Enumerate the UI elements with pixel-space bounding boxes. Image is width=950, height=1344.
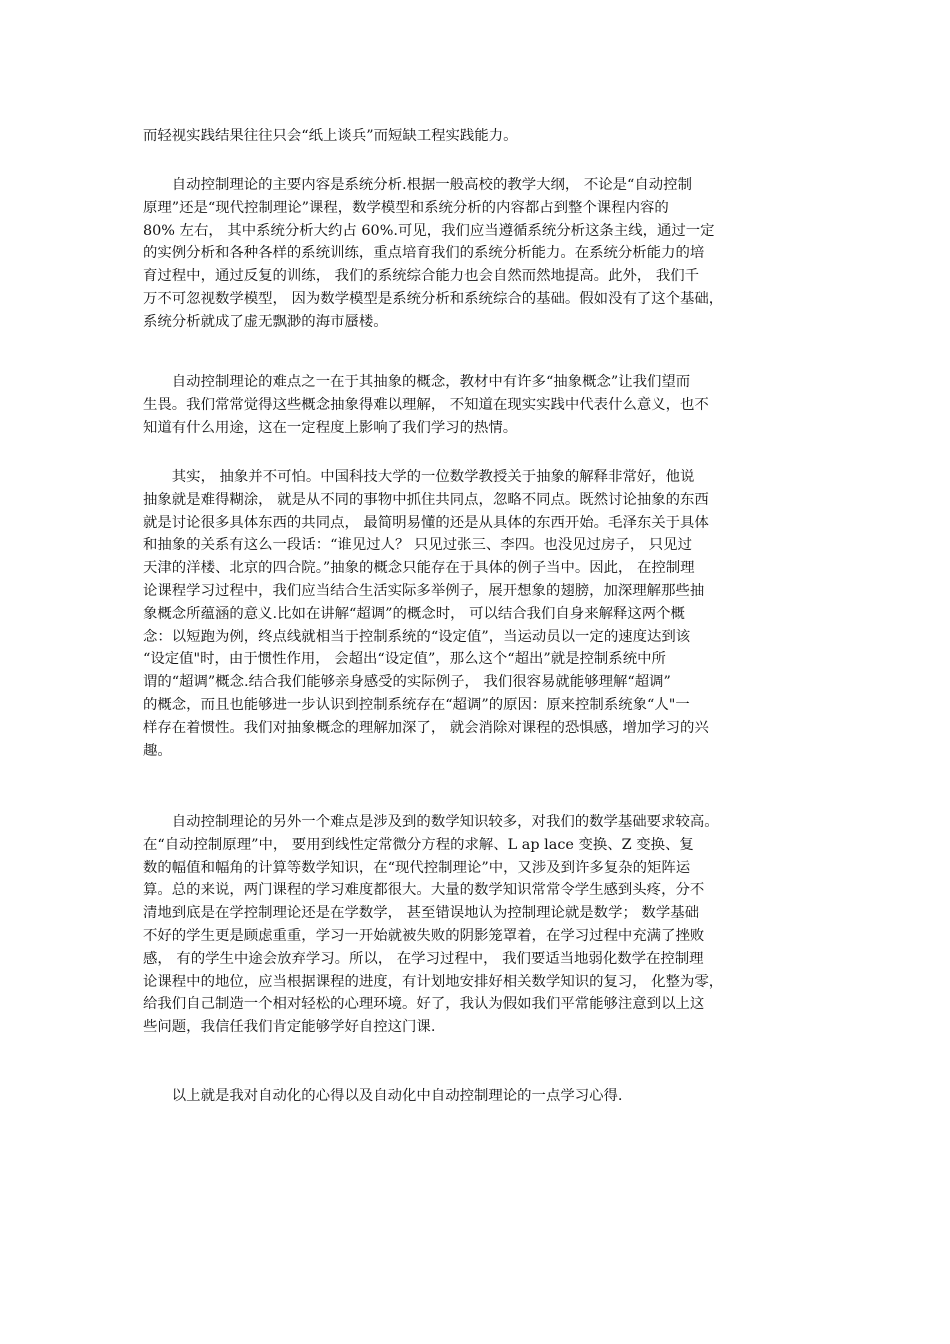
text-line: 80% 左右， 其中系统分析大约占 60%.可见，我们应当遵循系统分析这条主线，通过一定 [143, 222, 715, 239]
text-line: 系统分析就成了虚无飘渺的海市蜃楼。 [143, 313, 388, 330]
text-line: 算。总的来说，两门课程的学习难度都很大。大量的数学知识常常令学生感到头疼，分不 [143, 882, 705, 899]
text-line: “设定值"时，由于惯性作用， 会超出“设定值”，那么这个“超出”就是控制系统中所 [143, 651, 666, 668]
text-line: 念：以短跑为例，终点线就相当于控制系统的“设定值”，当运动员以一定的速度达到该 [143, 628, 691, 645]
text-line: 自动控制理论的主要内容是系统分析.根据一般高校的教学大纲， 不论是“自动控制 [143, 177, 692, 193]
text-line: 感， 有的学生中途会放弃学习。所以， 在学习过程中， 我们要适当地弱化数学在控制理 [143, 950, 704, 967]
paragraph-continuation [143, 125, 815, 148]
paragraph-math-difficulty [143, 811, 815, 1039]
text-line: 自动控制理论的难点之一在于其抽象的概念，教材中有许多“抽象概念”让我们望而 [143, 374, 691, 390]
text-line: 天津的洋楼、北京的四合院。”抽象的概念只能存在于具体的例子当中。因此， 在控制理 [143, 560, 695, 577]
text-line: 生畏。我们常常觉得这些概念抽象得难以理解， 不知道在现实实践中代表什么意义，也不 [143, 396, 709, 413]
text-line: 万不可忽视数学模型， 因为数学模型是系统分析和系统综合的基础。假如没有了这个基础， [143, 290, 724, 307]
text-line: 抽象就是难得糊涂， 就是从不同的事物中抓住共同点，忽略不同点。既然讨论抽象的东西 [143, 491, 709, 508]
text-line: 以上就是我对自动化的心得以及自动化中自动控制理论的一点学习心得. [143, 1088, 623, 1104]
text-line: 论课程中的地位，应当根据课程的进度，有计划地安排好相关数学知识的复习， 化整为零， [143, 973, 724, 990]
text-line: 论课程学习过程中，我们应当结合生活实际多举例子，展开想象的翅膀，加深理解那些抽 [143, 582, 705, 599]
text-line: 数的幅值和幅角的计算等数学知识，在“现代控制理论”中，又涉及到许多复杂的矩阵运 [143, 859, 691, 876]
text-line: 而轻视实践结果往往只会“纸上谈兵”而短缺工程实践能力。 [143, 128, 518, 144]
text-line: 样存在着惯性。我们对抽象概念的理解加深了， 就会消除对课程的恐惧感，增加学习的兴 [143, 719, 709, 736]
text-line: 些问题，我信任我们肯定能够学好自控这门课. [143, 1019, 436, 1036]
text-line: 自动控制理论的另外一个难点是涉及到的数学知识较多，对我们的数学基础要求较高。 [143, 814, 719, 830]
text-line: 象概念所蕴涵的意义.比如在讲解“超调”的概念时， 可以结合我们自身来解释这两个概 [143, 605, 685, 622]
paragraph-abstraction-example [143, 466, 815, 762]
text-line: 谓的“超调”概念.结合我们能够亲身感受的实际例子， 我们很容易就能够理解“超调” [143, 674, 671, 691]
text-line: 的概念，而且也能够进一步认识到控制系统存在“超调”的原因：原来控制系统象“人"一 [143, 696, 690, 713]
text-line: 给我们自己制造一个相对轻松的心理环境。好了，我认为假如我们平常能够注意到以上这 [143, 996, 705, 1013]
paragraph-system-analysis [143, 174, 815, 334]
text-line: 趣。 [143, 742, 172, 759]
paragraph-abstract-difficulty [143, 371, 815, 439]
text-line: 原理”还是“现代控制理论”课程，数学模型和系统分析的内容都占到整个课程内容的 [143, 199, 669, 216]
paragraph-conclusion [143, 1085, 815, 1108]
text-line: 的实例分析和各种各样的系统训练，重点培育我们的系统分析能力。在系统分析能力的培 [143, 245, 705, 262]
text-line: 其实， 抽象并不可怕。中国科技大学的一位数学教授关于抽象的解释非常好，他说 [143, 469, 695, 485]
text-line: 不好的学生更是顾虑重重，学习一开始就被失败的阴影笼罩着，在学习过程中充满了挫败 [143, 927, 705, 944]
text-line: 育过程中，通过反复的训练， 我们的系统综合能力也会自然而然地提高。此外， 我们千 [143, 268, 699, 285]
text-line: 和抽象的关系有这么一段话：“谁见过人？ 只见过张三、李四。也没见过房子， 只见过 [143, 537, 692, 554]
text-line: 清地到底是在学控制理论还是在学数学， 甚至错误地认为控制理论就是数学； 数学基础 [143, 905, 699, 922]
text-line: 在“自动控制原理”中， 要用到线性定常微分方程的求解、L ap lace 变换、Z 变换、复 [143, 836, 694, 853]
text-line: 就是讨论很多具体东西的共同点， 最简明易懂的还是从具体的东西开始。毛泽东关于具体 [143, 514, 709, 531]
text-line: 知道有什么用途，这在一定程度上影响了我们学习的热情。 [143, 419, 518, 436]
